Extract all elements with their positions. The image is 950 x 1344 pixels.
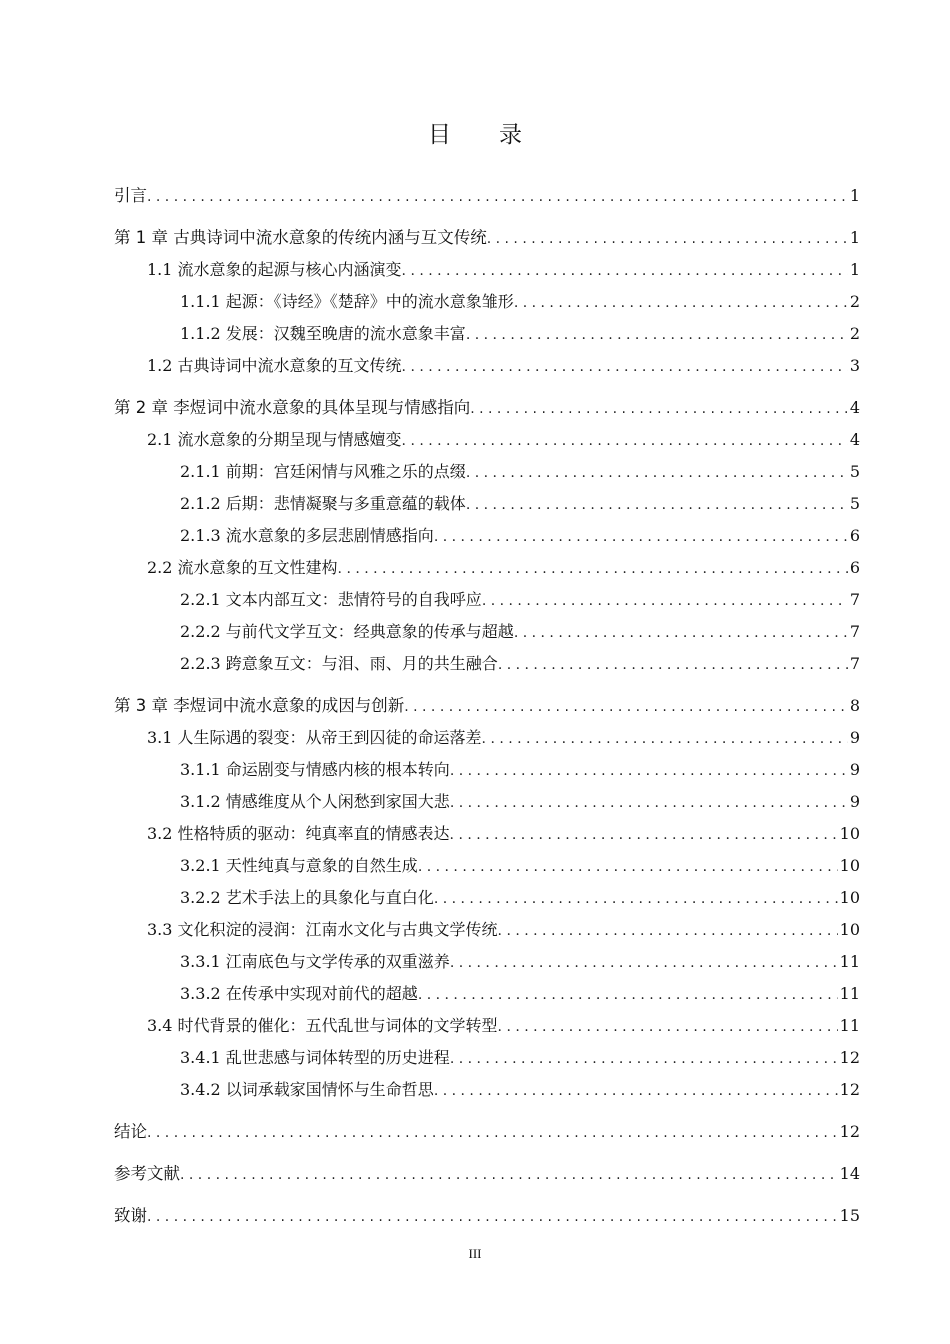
dot-leader (498, 1011, 838, 1043)
dot-leader (402, 351, 848, 383)
dot-leader (402, 255, 848, 287)
toc-entry-page: 1 (849, 228, 860, 247)
table-of-contents (114, 180, 860, 1232)
toc-entry[interactable] (114, 1010, 860, 1042)
toc-entry-title: 致谢 (114, 1206, 147, 1225)
toc-entry-title: 3.1 人生际遇的裂变：从帝王到囚徒的命运落差 (147, 728, 482, 747)
toc-entry-page: 11 (839, 952, 860, 971)
toc-entry-title: 3.4.2 以词承载家国情怀与生命哲思 (180, 1080, 434, 1099)
toc-entry[interactable] (114, 946, 860, 978)
dot-leader (147, 1117, 838, 1149)
toc-entry[interactable] (114, 914, 860, 946)
toc-entry-title: 3.4.1 乱世悲感与词体转型的历史进程 (180, 1048, 450, 1067)
dot-leader (147, 181, 848, 213)
toc-entry-page: 10 (839, 824, 860, 843)
toc-entry-page: 12 (839, 1048, 860, 1067)
title-char-left: 目 (428, 122, 451, 148)
toc-entry[interactable] (114, 1158, 860, 1190)
toc-entry-title: 结论 (114, 1122, 147, 1141)
toc-entry[interactable] (114, 786, 860, 818)
toc-entry-page: 2 (849, 324, 860, 343)
toc-entry-title: 3.3 文化积淀的浸润：江南水文化与古典文学传统 (147, 920, 498, 939)
toc-entry-page: 12 (839, 1122, 860, 1141)
toc-entry-page: 4 (849, 398, 860, 417)
dot-leader (470, 393, 848, 425)
dot-leader (482, 723, 848, 755)
dot-leader (450, 947, 838, 979)
toc-entry[interactable] (114, 1042, 860, 1074)
toc-entry-title: 2.1 流水意象的分期呈现与情感嬗变 (147, 430, 402, 449)
dot-leader (450, 819, 838, 851)
toc-entry[interactable] (114, 818, 860, 850)
toc-entry[interactable] (114, 754, 860, 786)
dot-leader (434, 521, 848, 553)
toc-entry[interactable] (114, 456, 860, 488)
toc-entry[interactable] (114, 350, 860, 382)
toc-entry[interactable] (114, 180, 860, 212)
dot-leader (466, 457, 848, 489)
toc-entry-page: 15 (839, 1206, 860, 1225)
toc-entry-title: 1.1.2 发展：汉魏至晚唐的流水意象丰富 (180, 324, 466, 343)
toc-entry[interactable] (114, 520, 860, 552)
toc-entry[interactable] (114, 222, 860, 254)
toc-entry-page: 5 (849, 462, 860, 481)
dot-leader (450, 787, 848, 819)
title-char-right: 录 (499, 122, 522, 148)
toc-entry-page: 6 (849, 526, 860, 545)
toc-entry-title: 2.1.3 流水意象的多层悲剧情感指向 (180, 526, 434, 545)
toc-entry[interactable] (114, 1074, 860, 1106)
page-number: III (468, 1246, 482, 1261)
toc-entry[interactable] (114, 1200, 860, 1232)
toc-entry-page: 9 (849, 792, 860, 811)
toc-entry[interactable] (114, 1116, 860, 1148)
dot-leader (466, 489, 848, 521)
dot-leader (450, 1043, 838, 1075)
toc-entry[interactable] (114, 254, 860, 286)
dot-leader (404, 691, 848, 723)
toc-entry-page: 1 (849, 186, 860, 205)
toc-entry-title: 第 3 章 李煜词中流水意象的成因与创新 (114, 696, 405, 715)
toc-entry-title: 2.1.1 前期：宫廷闲情与风雅之乐的点缀 (180, 462, 466, 481)
toc-entry-title: 2.1.2 后期：悲情凝聚与多重意蕴的载体 (180, 494, 466, 513)
toc-entry-title: 3.2 性格特质的驱动：纯真率直的情感表达 (147, 824, 450, 843)
toc-entry[interactable] (114, 424, 860, 456)
dot-leader (466, 319, 848, 351)
toc-entry-page: 10 (839, 888, 860, 907)
toc-entry-title: 第 2 章 李煜词中流水意象的具体呈现与情感指向 (114, 398, 471, 417)
dot-leader (418, 851, 838, 883)
toc-entry-title: 1.1 流水意象的起源与核心内涵演变 (147, 260, 402, 279)
toc-entry-page: 10 (839, 920, 860, 939)
toc-entry-page: 8 (849, 696, 860, 715)
dot-leader (498, 915, 838, 947)
toc-entry[interactable] (114, 882, 860, 914)
toc-entry-title: 3.3.1 江南底色与文学传承的双重滋养 (180, 952, 450, 971)
toc-entry-page: 12 (839, 1080, 860, 1099)
toc-entry-title: 3.1.2 情感维度从个人闲愁到家国大悲 (180, 792, 450, 811)
toc-entry-title: 1.1.1 起源：《诗经》《楚辞》中的流水意象雏形 (180, 292, 514, 311)
toc-entry-title: 2.2.3 跨意象互文：与泪、雨、月的共生融合 (180, 654, 498, 673)
dot-leader (147, 1201, 838, 1233)
toc-entry-title: 1.2 古典诗词中流水意象的互文传统 (147, 356, 402, 375)
dot-leader (498, 649, 848, 681)
toc-entry[interactable] (114, 978, 860, 1010)
toc-entry-page: 9 (849, 760, 860, 779)
toc-entry-page: 10 (839, 856, 860, 875)
toc-entry-page: 3 (849, 356, 860, 375)
toc-entry-page: 7 (849, 654, 860, 673)
toc-entry[interactable] (114, 616, 860, 648)
toc-entry-page: 7 (849, 590, 860, 609)
toc-entry-page: 1 (849, 260, 860, 279)
toc-entry[interactable] (114, 392, 860, 424)
toc-entry-title: 3.2.2 艺术手法上的具象化与直白化 (180, 888, 434, 907)
dot-leader (180, 1159, 838, 1191)
toc-entry-page: 9 (849, 728, 860, 747)
toc-entry[interactable] (114, 552, 860, 584)
toc-entry-page: 14 (839, 1164, 860, 1183)
toc-entry-title: 3.2.1 天性纯真与意象的自然生成 (180, 856, 418, 875)
toc-entry[interactable] (114, 488, 860, 520)
dot-leader (338, 553, 848, 585)
dot-leader (487, 223, 848, 255)
dot-leader (482, 585, 848, 617)
dot-leader (418, 979, 838, 1011)
toc-entry-title: 2.2.2 与前代文学互文：经典意象的传承与超越 (180, 622, 514, 641)
toc-entry-page: 6 (849, 558, 860, 577)
toc-entry-title: 3.4 时代背景的催化：五代乱世与词体的文学转型 (147, 1016, 498, 1035)
toc-entry-page: 7 (849, 622, 860, 641)
toc-entry[interactable] (114, 690, 860, 722)
toc-entry[interactable] (114, 584, 860, 616)
dot-leader (514, 287, 848, 319)
toc-entry-page: 4 (849, 430, 860, 449)
dot-leader (402, 425, 848, 457)
toc-entry-title: 第 1 章 古典诗词中流水意象的传统内涵与互文传统 (114, 228, 487, 247)
toc-entry[interactable] (114, 286, 860, 318)
toc-entry-title: 参考文献 (114, 1164, 180, 1183)
toc-entry-title: 3.1.1 命运剧变与情感内核的根本转向 (180, 760, 450, 779)
toc-entry-page: 11 (839, 984, 860, 1003)
toc-entry[interactable] (114, 648, 860, 680)
toc-entry-page: 11 (839, 1016, 860, 1035)
dot-leader (514, 617, 848, 649)
toc-entry-page: 2 (849, 292, 860, 311)
dot-leader (434, 1075, 838, 1107)
toc-entry-page: 5 (849, 494, 860, 513)
toc-entry-title: 2.2.1 文本内部互文：悲情符号的自我呼应 (180, 590, 482, 609)
toc-entry[interactable] (114, 722, 860, 754)
toc-entry-title: 2.2 流水意象的互文性建构 (147, 558, 338, 577)
toc-entry[interactable] (114, 850, 860, 882)
dot-leader (434, 883, 838, 915)
page-title (0, 116, 950, 149)
toc-entry-title: 3.3.2 在传承中实现对前代的超越 (180, 984, 418, 1003)
toc-entry[interactable] (114, 318, 860, 350)
toc-entry-title: 引言 (114, 186, 147, 205)
dot-leader (450, 755, 848, 787)
